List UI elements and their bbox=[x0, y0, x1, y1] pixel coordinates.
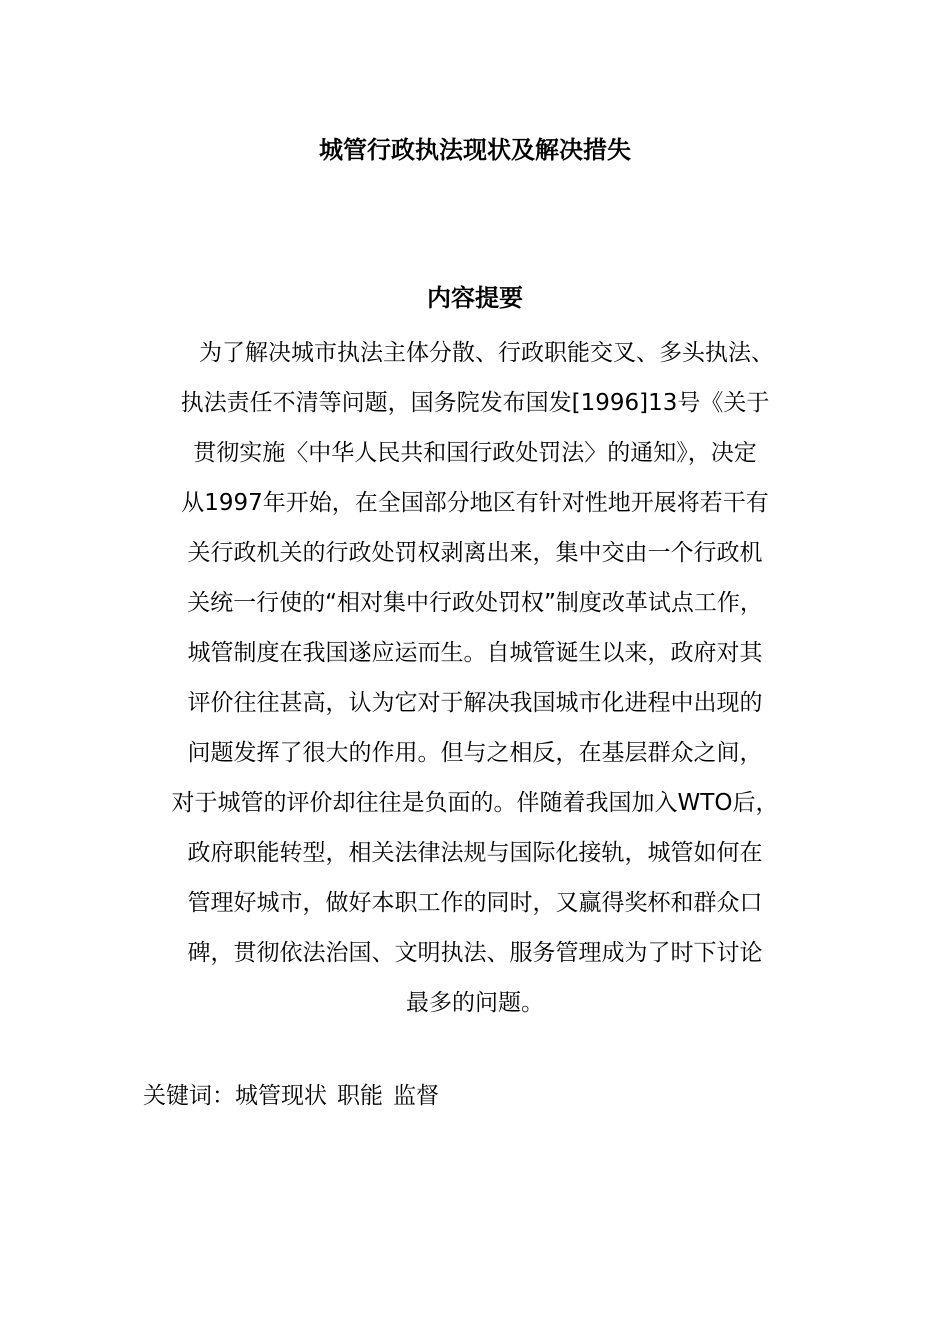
abstract-body bbox=[140, 328, 810, 1028]
abstract-line: 问题发挥了很大的作用。但与之相反，在基层群众之间， bbox=[187, 740, 763, 766]
abstract-line: 碑，贯彻依法治国、文明执法、服务管理成为了时下讨论 bbox=[187, 940, 763, 966]
keyword: 职能 bbox=[337, 1083, 383, 1109]
keywords-label: 关键词： bbox=[143, 1083, 235, 1109]
abstract-line: 执法责任不清等问题，国务院发布国发[1996]13号《关于 bbox=[180, 390, 770, 416]
abstract-line: 关行政机关的行政处罚权剥离出来，集中交由一个行政机 bbox=[187, 540, 763, 566]
keyword: 监督 bbox=[393, 1083, 439, 1109]
abstract-heading: 内容提要 bbox=[427, 284, 523, 312]
document-title: 城管行政执法现状及解决措失 bbox=[319, 136, 631, 164]
keyword: 城管现状 bbox=[235, 1083, 327, 1109]
abstract-line: 贯彻实施〈中华人民共和国行政处罚法〉的通知》，决定 bbox=[193, 440, 757, 466]
abstract-line: 评价往往甚高，认为它对于解决我国城市化进程中出现的 bbox=[187, 690, 763, 716]
abstract-line: 关统一行使的“相对集中行政处罚权”制度改革试点工作， bbox=[187, 590, 763, 616]
abstract-line: 城管制度在我国遂应运而生。自城管诞生以来，政府对其 bbox=[187, 640, 763, 666]
keywords-line bbox=[143, 1076, 449, 1116]
abstract-line: 最多的问题。 bbox=[406, 990, 544, 1016]
abstract-line: 政府职能转型，相关法律法规与国际化接轨，城管如何在 bbox=[187, 840, 763, 866]
abstract-line: 对于城管的评价却往往是负面的。伴随着我国加入WTO后， bbox=[171, 790, 779, 816]
abstract-line: 从1997年开始，在全国部分地区有针对性地开展将若干有 bbox=[181, 490, 769, 516]
abstract-line: 管理好城市，做好本职工作的同时，又赢得奖杯和群众口 bbox=[187, 890, 763, 916]
abstract-line: 为了解决城市执法主体分散、行政职能交叉、多头执法、 bbox=[176, 340, 774, 366]
